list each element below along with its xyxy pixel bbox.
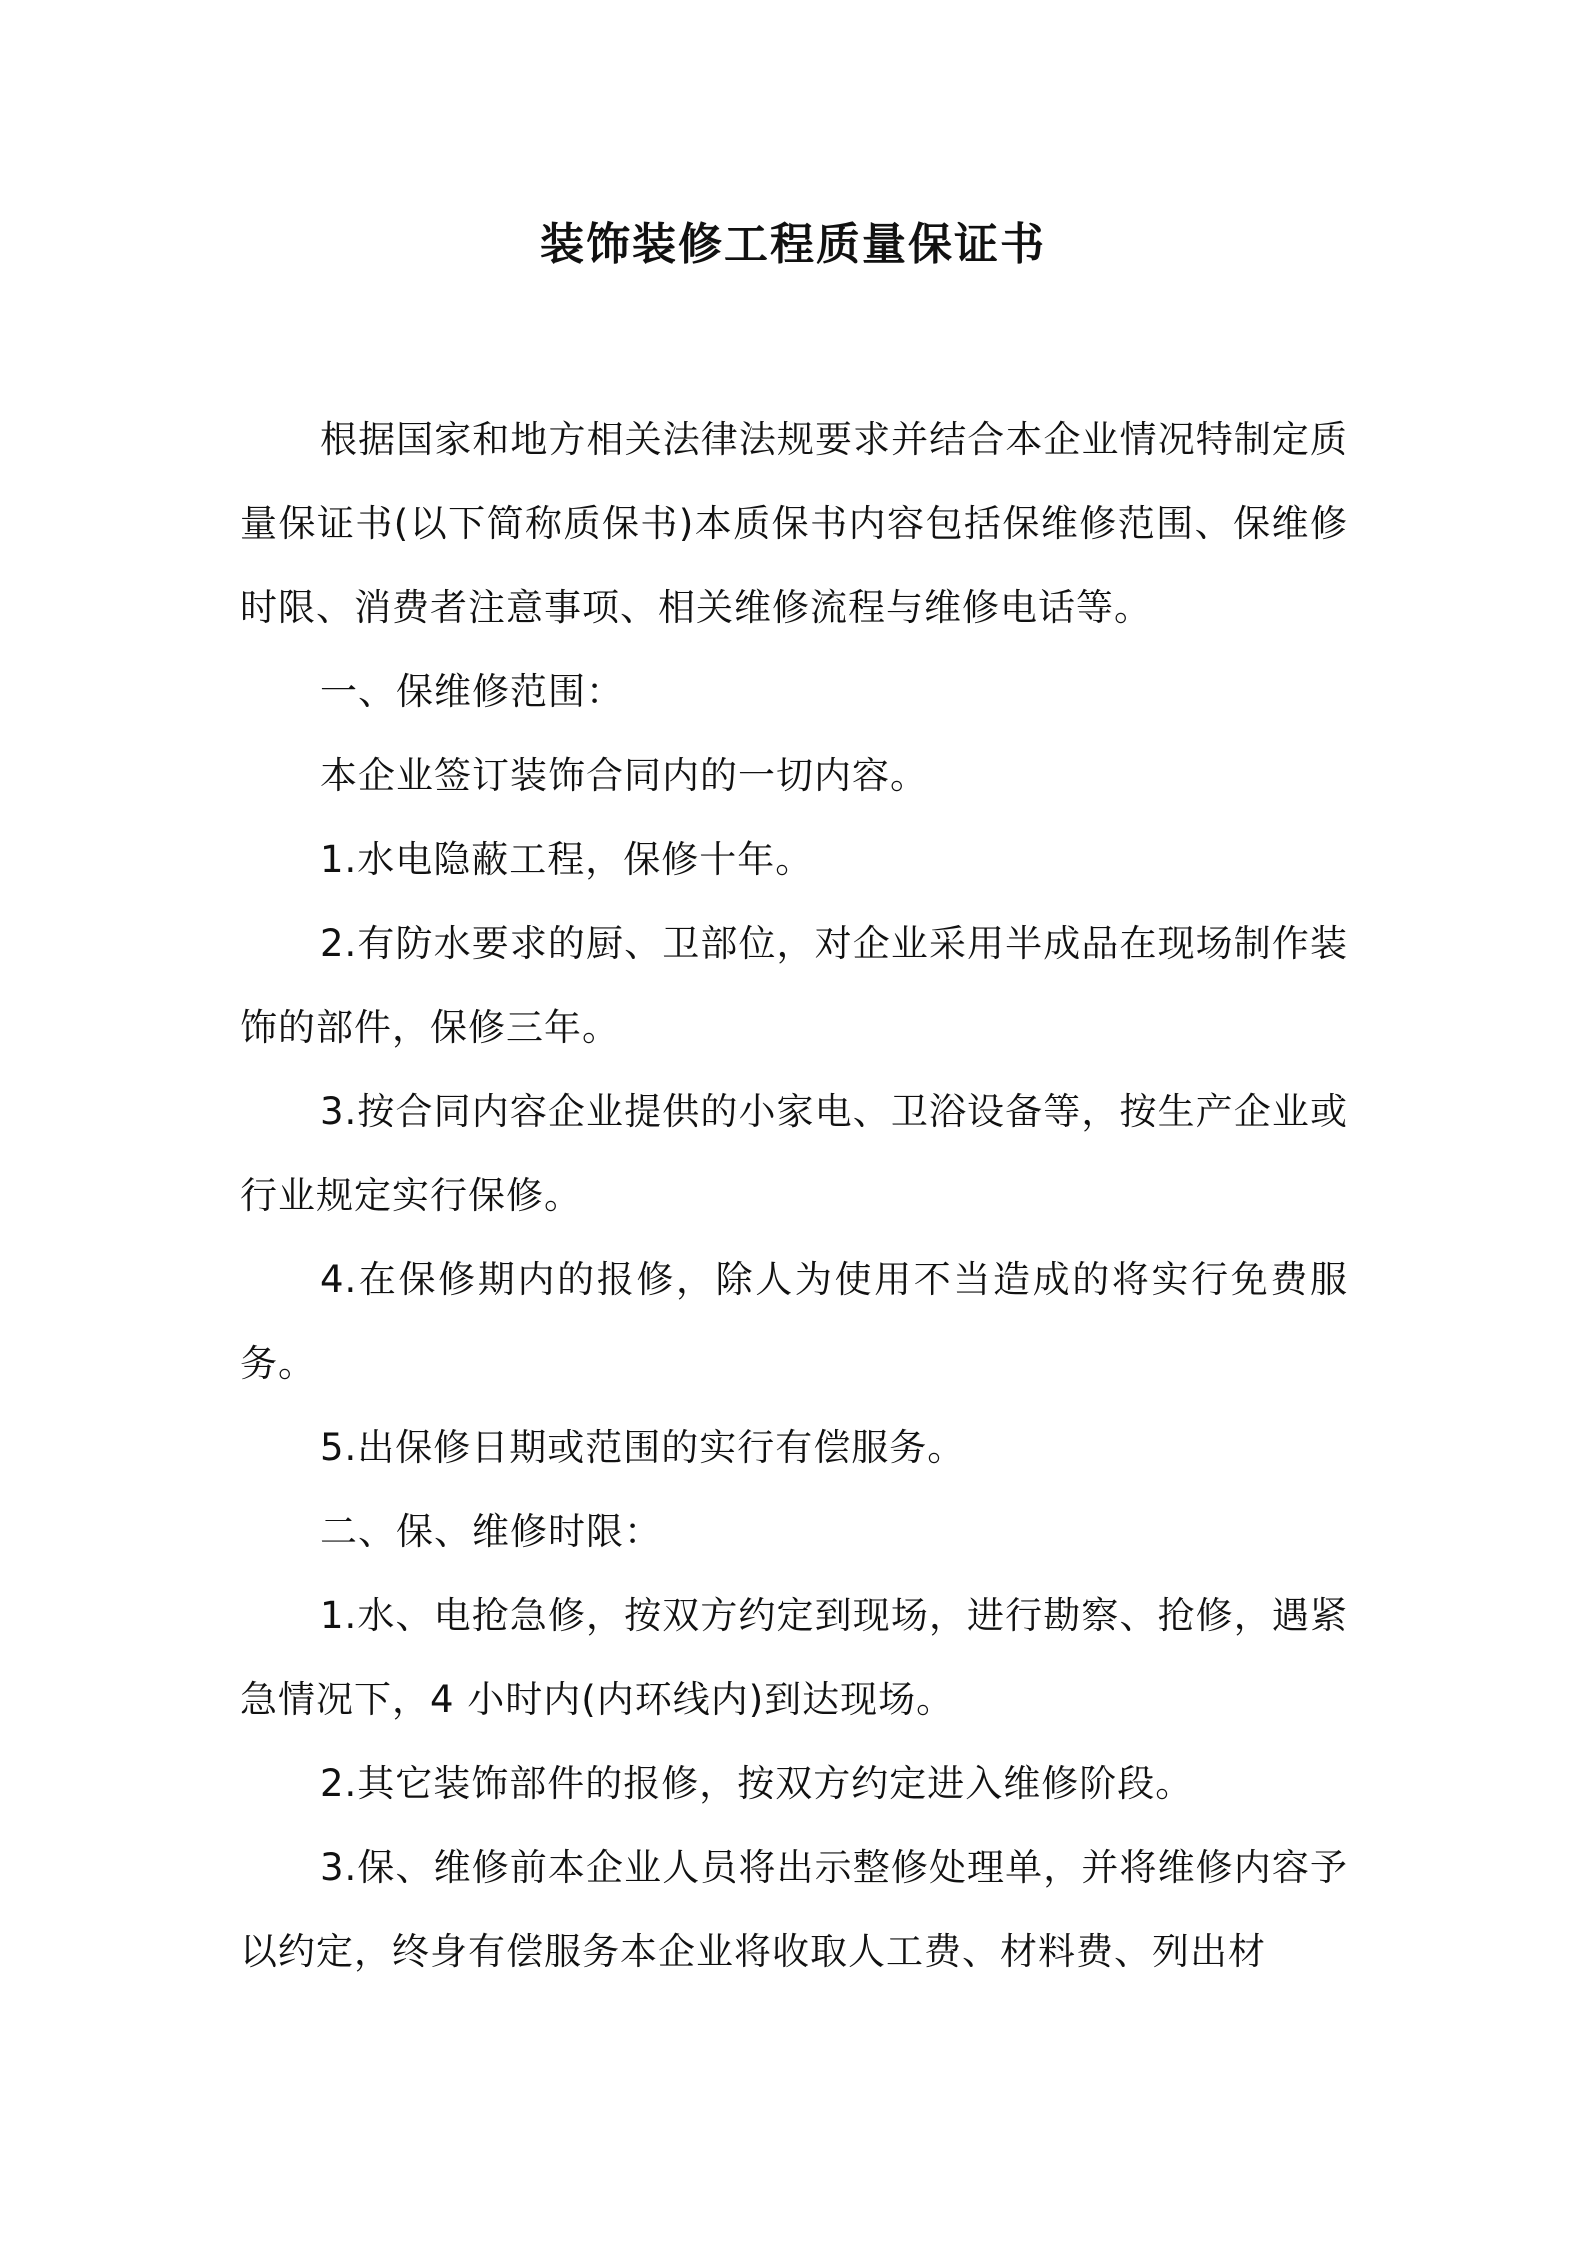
paragraph-scope-content: 本企业签订装饰合同内的一切内容。 [320, 754, 928, 797]
paragraph-intro: 根据国家和地方相关法律法规要求并结合本企业情况特制定质量保证书(以下简称质保书)本质保书内容包括保维修范围、保维修时限、消费者注意事项、相关维修流程与维修电话等。 [240, 418, 1348, 629]
list-item-scope-2: 2.有防水要求的厨、卫部位，对企业采用半成品在现场制作装饰的部件，保修三年。 [240, 922, 1348, 1049]
list-item-time-2: 2.其它装饰部件的报修，按双方约定进入维修阶段。 [320, 1762, 1194, 1805]
list-item-scope-1: 1.水电隐蔽工程，保修十年。 [320, 838, 814, 881]
document-body [240, 398, 1348, 1994]
section-heading-time-limit: 二、保、维修时限： [320, 1510, 662, 1553]
list-item-time-1: 1.水、电抢急修，按双方约定到现场，进行勘察、抢修，遇紧急情况下，4 小时内(内环线内)到达现场。 [240, 1594, 1348, 1721]
section-heading-scope: 一、保维修范围： [320, 670, 624, 713]
document-title: 装饰装修工程质量保证书 [540, 219, 1046, 270]
list-item-time-3: 3.保、维修前本企业人员将出示整修处理单，并将维修内容予以约定，终身有偿服务本企业将收取人工费、材料费、列出材 [240, 1846, 1348, 1973]
list-item-scope-5: 5.出保修日期或范围的实行有偿服务。 [320, 1426, 966, 1469]
list-item-scope-4: 4.在保修期内的报修，除人为使用不当造成的将实行免费服务。 [240, 1258, 1348, 1385]
list-item-scope-3: 3.按合同内容企业提供的小家电、卫浴设备等，按生产企业或行业规定实行保修。 [240, 1090, 1348, 1217]
